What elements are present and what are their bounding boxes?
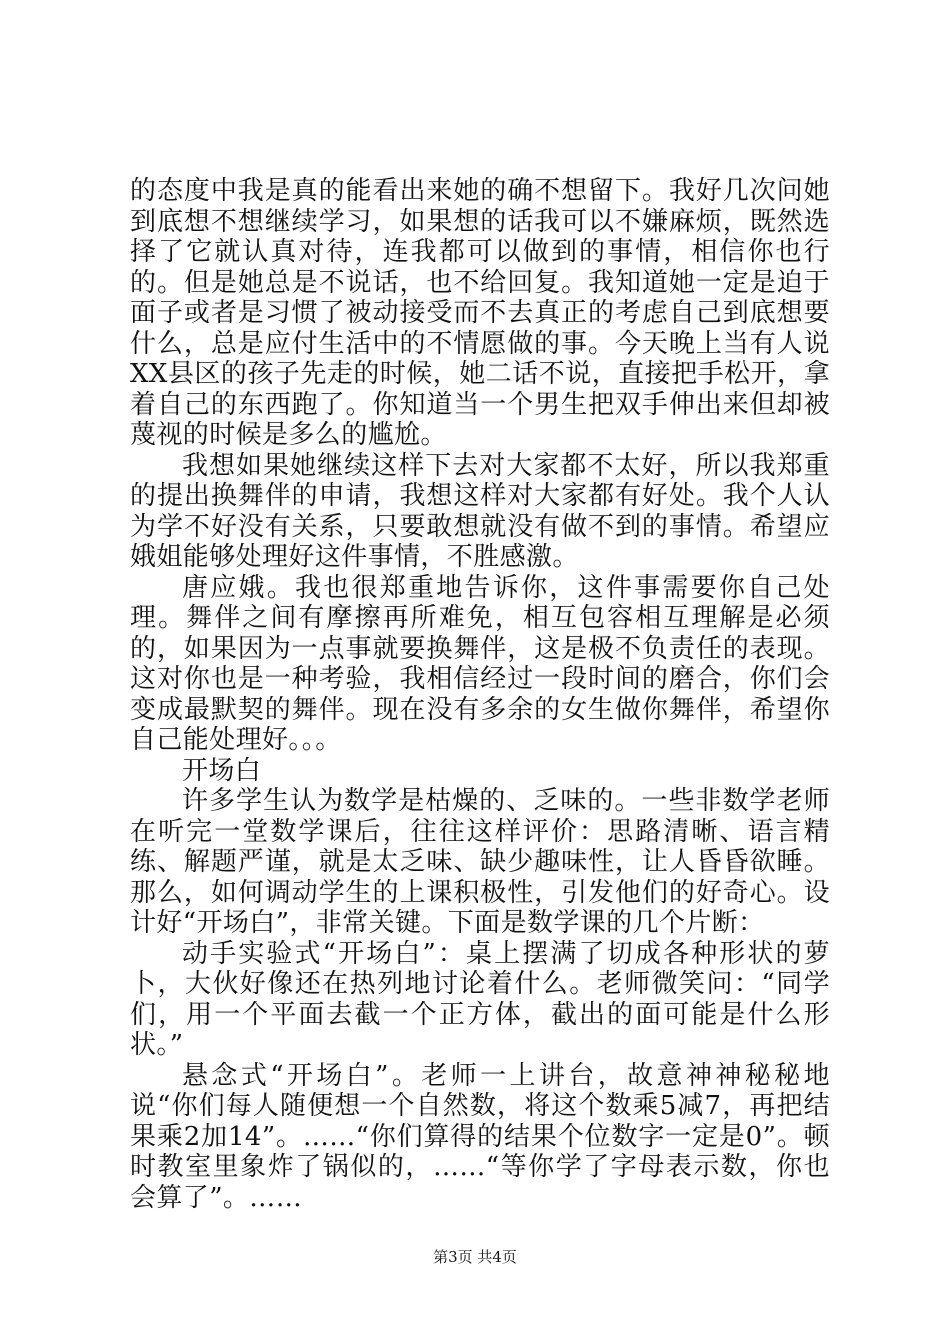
page-footer: 第3页 共4页	[433, 1248, 517, 1266]
paragraph-suspense: 悬念式“开场白”。老师一上讲台，故意神神秘秘地说“你们每人随便想一个自然数，将这个数乘5减7，再把结果乘2加14”。……“你们算得的结果个位数字一定是0”。顿时教室里象炸了锅似的，……“等你学了字母表示数，你也会算了”。……	[130, 1060, 830, 1213]
paragraph-intro: 许多学生认为数学是枯燥的、乏味的。一些非数学老师在听完一堂数学课后，往往这样评价：思路清晰、语言精练、解题严谨，就是太乏味、缺少趣味性，让人昏昏欲睡。那么，如何调动学生的上课积极性，引发他们的好奇心。设计好“开场白”，非常关键。下面是数学课的几个片断：	[130, 786, 830, 938]
document-body	[130, 176, 830, 1213]
paragraph-experiment: 动手实验式“开场白”：桌上摆满了切成各种形状的萝卜，大伙好像还在热列地讨论着什么。老师微笑问：“同学们，用一个平面去截一个正方体，截出的面可能是什么形状。”	[130, 938, 830, 1060]
paragraph-continuation: 的态度中我是真的能看出来她的确不想留下。我好几次问她到底想不想继续学习，如果想的话我可以不嫌麻烦，既然选择了它就认真对待，连我都可以做到的事情，相信你也行的。但是她总是不说话，也不给回复。我知道她一定是迫于面子或者是习惯了被动接受而不去真正的考虑自己到底想要什么，总是应付生活中的不情愿做的事。今天晚上当有人说XX县区的孩子先走的时候，她二话不说，直接把手松开，拿着自己的东西跑了。你知道当一个男生把双手伸出来但却被蔑视的时候是多么的尴尬。	[130, 176, 830, 450]
paragraph-request: 我想如果她继续这样下去对大家都不太好，所以我郑重的提出换舞伴的申请，我想这样对大家都有好处。我个人认为学不好没有关系，只要敢想就没有做不到的事情。希望应娥姐能够处理好这件事情，不胜感激。	[130, 450, 830, 572]
section-heading: 开场白	[182, 755, 262, 786]
paragraph-reply: 唐应娥。我也很郑重地告诉你，这件事需要你自己处理。舞伴之间有摩擦再所难免，相互包容相互理解是必须的，如果因为一点事就要换舞伴，这是极不负责任的表现。这对你也是一种考验，我相信经过一段时间的磨合，你们会变成最默契的舞伴。现在没有多余的女生做你舞伴，希望你自己能处理好。。。	[130, 572, 830, 755]
